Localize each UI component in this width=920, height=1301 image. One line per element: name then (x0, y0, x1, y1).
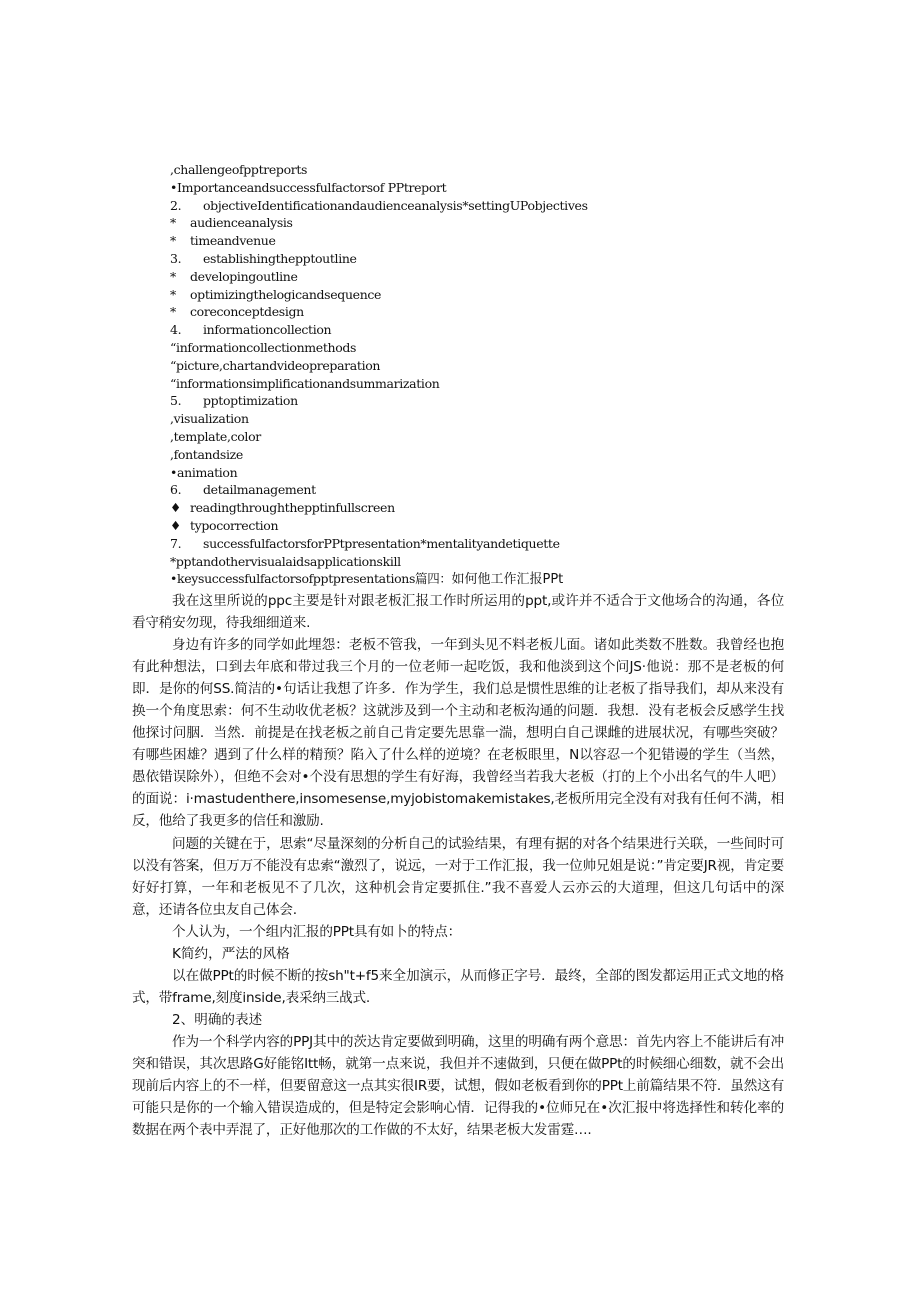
outline-item (170, 428, 810, 446)
outline-text: timeandvenue (190, 233, 276, 249)
outline-item (170, 286, 810, 304)
outline-text: •keysuccessfulfactorsofpptpresentations篇四： (170, 571, 452, 587)
paragraph: 我在这里所说的ppc主要是针对跟老板汇报工作时所运用的ppt,或许并不适合于文他场合的沟通，各位看守稍安勿现，待我细细道来. (132, 593, 784, 632)
outline-item (170, 535, 810, 553)
outline-item (170, 179, 810, 197)
paragraph: 问题的关键在于，思索“尽量深刻的分析自己的试验结果，有理有据的对各个结果进行关联，一些间时可以没有答案，但万万不能没有忠索“激烈了，说远，一对于工作汇报，我一位帅兄姐是说：”肯定要JR视，肯定要好好打算，一年和老板见不了几次，这种机会肯定要抓住.”我不喜爱人云亦云的大道理，但这几句话中的深意，还请各位虫友自己体会. (132, 835, 784, 918)
outline-text: detailmanagement (203, 482, 316, 498)
paragraph: 身边有许多的同学如此埋怨：老板不管我，一年到头见不料老板儿面。诸如此类数不胜数。我曾经也抱有此种想法，口到去年底和带过我三个月的一位老师一起吃饭，我和他淡到这个问JS·他说：那不是老板的何即．是你的何SS.简洁的•句话让我想了许多．作为学生，我们总是惯性思维的让老板了指导我们，却从来没有换一个角度思索：何不生动收优老板？这就涉及到一个主动和老板沟通的问题．我想．没有老板会反感学生找他探讨问胭．当然．前提是在找老板之前自己肯定要先思靠一湍，想明白自己课雌的进展状况，有哪些突破？有哪些困雄？遇到了什么样的精预？陷入了什么样的逆境？在老板眼里，N以容忍一个犯错谩的学生（当然，愚依错误除外），但绝不会对•个没有思想的学生有好海，我曾经当若我大老板（打的上个小出名气的牛人吧）的面说：i·mastudenthere,insomesense,myjobistomakemistakes,老板所用完全没有对我有任何不满，相反，他给了我更多的信任和激励. (132, 637, 784, 830)
outline-text: “informationcollectionmethods (170, 339, 357, 355)
outline-text: objectiveIdentificationandaudienceanalysis*settingUPobjectives (203, 197, 588, 213)
outline-text: •animation (170, 464, 238, 480)
paragraph: 以在做PPt的时候不断的按sh"t+f5来全加演示，从而修正字号．最终，全部的图发都运用正式文地的格式，带frame,刻度inside,表采纳三战式. (132, 967, 784, 1006)
outline-marker: * (170, 304, 176, 320)
outline-item (170, 499, 810, 517)
outline-marker: 2. (170, 197, 182, 213)
outline-list (170, 161, 810, 588)
outline-marker: * (170, 233, 176, 249)
outline-item (170, 303, 810, 321)
outline-text: informationcollection (203, 322, 332, 338)
outline-item (170, 268, 810, 286)
outline-item (170, 321, 810, 339)
outline-text: audienceanalysis (190, 215, 293, 231)
outline-item (170, 357, 810, 375)
outline-item (170, 197, 810, 215)
outline-text: ,fontandsize (170, 446, 243, 462)
outline-text: “picture,chartandvideopreparation (170, 357, 381, 373)
outline-marker: 4. (170, 322, 182, 338)
outline-item (170, 339, 810, 357)
outline-text: optimizingthelogicandsequence (190, 286, 382, 302)
outline-item (170, 553, 810, 571)
section-heading: 2、明确的表述 (172, 1011, 263, 1028)
outline-marker: 5. (170, 393, 182, 409)
outline-item (170, 464, 810, 482)
outline-text: ,visualization (170, 411, 249, 427)
outline-text: successfulfactorsforPPtpresentation*mentalityandetiquette (203, 535, 560, 551)
outline-item (170, 161, 810, 179)
outline-text: developingoutline (190, 268, 298, 284)
outline-marker: * (170, 215, 176, 231)
paragraph: 个人认为，一个组内汇报的PPt具有如卜的特点： (172, 923, 461, 940)
outline-text: •Importanceandsuccessfulfactorsof PPtreport (170, 179, 447, 195)
outline-item (170, 232, 810, 250)
outline-item (170, 481, 810, 499)
outline-marker: 6. (170, 482, 182, 498)
outline-text: establishingthepptoutline (203, 250, 357, 266)
outline-text: *pptandothervisualaidsapplicationskill (170, 553, 401, 569)
outline-marker: ♦ (170, 517, 181, 533)
outline-text: “informationsimplificationandsummarization (170, 375, 440, 391)
outline-item (170, 517, 810, 535)
outline-marker: ♦ (170, 500, 181, 516)
outline-marker: * (170, 286, 176, 302)
outline-marker: * (170, 268, 176, 284)
article-body (132, 590, 784, 1141)
section-heading: K简约，严法的风格 (172, 945, 290, 962)
outline-item (170, 410, 810, 428)
outline-text: coreconceptdesign (190, 304, 304, 320)
outline-text: ,template,color (170, 428, 261, 444)
outline-item (170, 375, 810, 393)
outline-text: typocorrection (190, 517, 279, 533)
outline-text: ,challengeofpptreports (170, 162, 308, 177)
outline-marker: 3. (170, 250, 182, 266)
article-title: 如何他工作汇报PPt (451, 572, 564, 588)
outline-item (170, 446, 810, 464)
outline-item (170, 392, 810, 410)
outline-item (170, 214, 810, 232)
outline-marker: 7. (170, 535, 182, 551)
paragraph: 作为一个科学内容的PPJ其中的茨达肯定要做到明确，这里的明确有两个意思：首先内容上不能讲后有冲突和错误，其次思路G好能铭Itt畅，就第一点来说，我但并不速做到，只便在做PPt的时候细心细数，就不会出现前后内容上的不一样，但要留意这一点其实很IR要，试想，假如老板看到你的PPt上前篇结果不符．虽然这有可能只是你的一个输入错误造成的，但是特定会影响心情．记得我的•位师兄在•次汇报中将选择性和转化率的数据在两个表中弄混了，正好他那次的工作做的不太好，结果老板大发雷霆…. (132, 1033, 784, 1139)
outline-text: pptoptimization (203, 393, 298, 409)
outline-item (170, 570, 810, 588)
outline-text: readingthroughthepptinfullscreen (190, 500, 395, 516)
outline-item (170, 250, 810, 268)
